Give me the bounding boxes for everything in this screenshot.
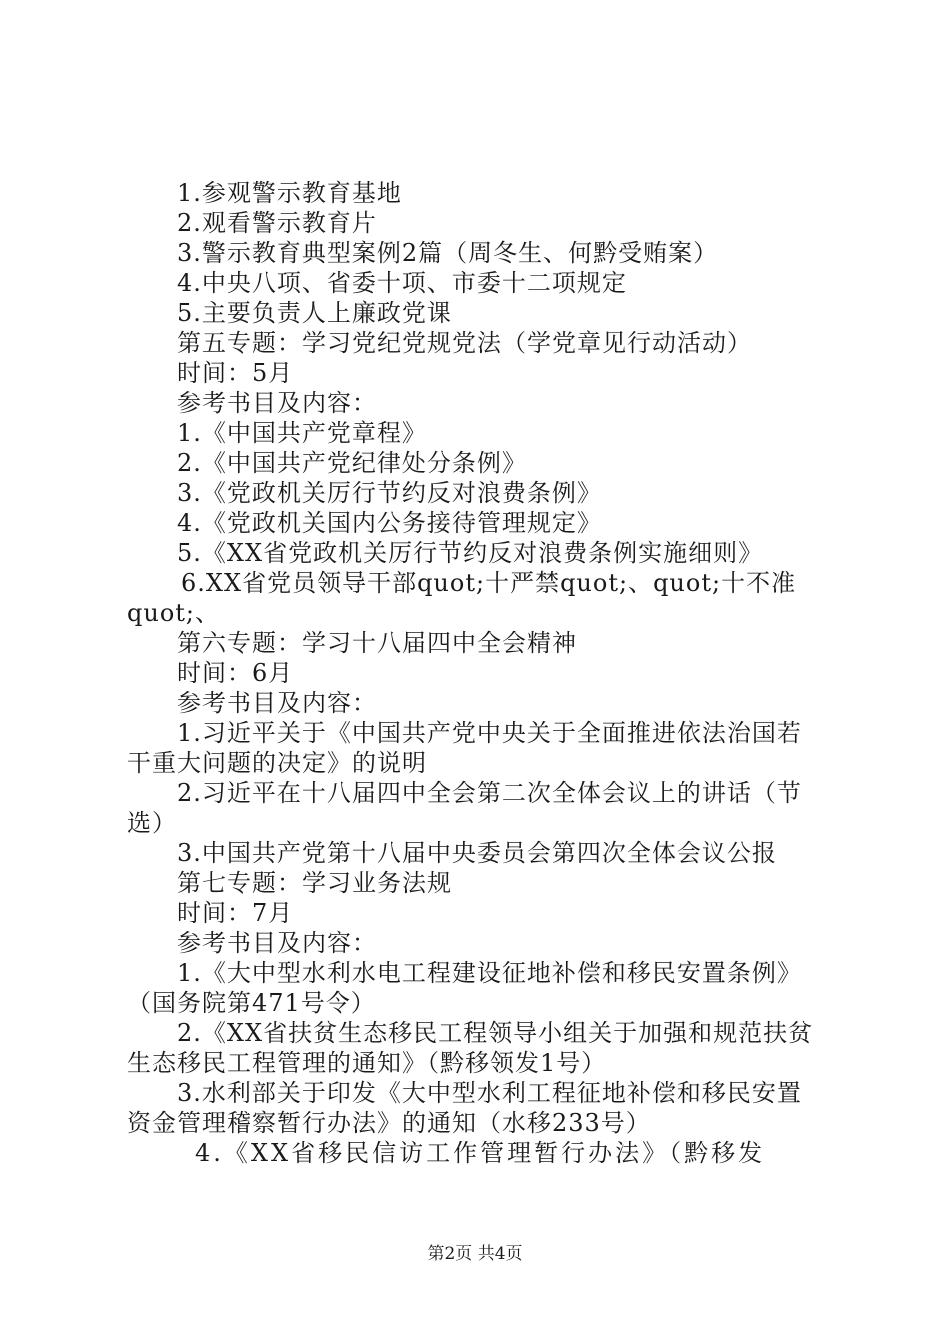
section-references-label: 参考书目及内容： <box>177 689 377 717</box>
list-item: 3.中国共产党第十八届中央委员会第四次全体会议公报 <box>177 839 777 867</box>
list-item: 5.《XX省党政机关厉行节约反对浪费条例实施细则》 <box>177 539 764 567</box>
section-heading: 第六专题：学习十八届四中全会精神 <box>177 629 577 657</box>
list-item: 1.习近平关于《中国共产党中央关于全面推进依法治国若 <box>177 719 802 747</box>
list-item: 6.XX省党员领导干部quot;十严禁quot;、quot;十不准 <box>181 569 797 597</box>
list-item: 4.中央八项、省委十项、市委十二项规定 <box>177 269 627 297</box>
section-time: 时间：6月 <box>177 659 294 687</box>
section-references-label: 参考书目及内容： <box>177 389 377 417</box>
list-item: 2.《XX省扶贫生态移民工程领导小组关于加强和规范扶贫 <box>177 1019 814 1047</box>
list-item-continuation: 干重大问题的决定》的说明 <box>127 749 427 777</box>
section-time: 时间：7月 <box>177 899 294 927</box>
list-item: 2.《中国共产党纪律处分条例》 <box>177 449 527 477</box>
section-heading: 第五专题：学习党纪党规党法（学党章见行动活动） <box>177 329 752 357</box>
list-item: 1.《中国共产党章程》 <box>177 419 427 447</box>
list-item: 2.观看警示教育片 <box>177 209 377 237</box>
list-item-continuation: 选） <box>127 809 177 837</box>
section-time: 时间：5月 <box>177 359 294 387</box>
list-item-continuation: （国务院第471号令） <box>127 989 376 1017</box>
list-item: 3.《党政机关厉行节约反对浪费条例》 <box>177 479 602 507</box>
list-item: 4.《党政机关国内公务接待管理规定》 <box>177 509 602 537</box>
section-heading: 第七专题：学习业务法规 <box>177 869 452 897</box>
page-number-footer: 第2页 共4页 <box>427 1244 523 1264</box>
list-item: 2.习近平在十八届四中全会第二次全体会议上的讲话（节 <box>177 779 802 807</box>
list-item-continuation: quot;、 <box>127 599 220 627</box>
list-item: 3.水利部关于印发《大中型水利工程征地补偿和移民安置 <box>177 1079 802 1107</box>
list-item: 5.主要负责人上廉政党课 <box>177 299 452 327</box>
list-item: 1.参观警示教育基地 <box>177 179 402 207</box>
section-references-label: 参考书目及内容： <box>177 929 377 957</box>
list-item: 1.《大中型水利水电工程建设征地补偿和移民安置条例》 <box>177 959 802 987</box>
list-item-continuation: 资金管理稽察暂行办法》的通知（水移233号） <box>127 1109 651 1137</box>
list-item: 4.《XX省移民信访工作管理暂行办法》（黔移发 <box>195 1139 766 1167</box>
list-item-continuation: 生态移民工程管理的通知》（黔移领发1号） <box>127 1049 607 1077</box>
list-item: 3.警示教育典型案例2篇（周冬生、何黔受贿案） <box>177 239 719 267</box>
